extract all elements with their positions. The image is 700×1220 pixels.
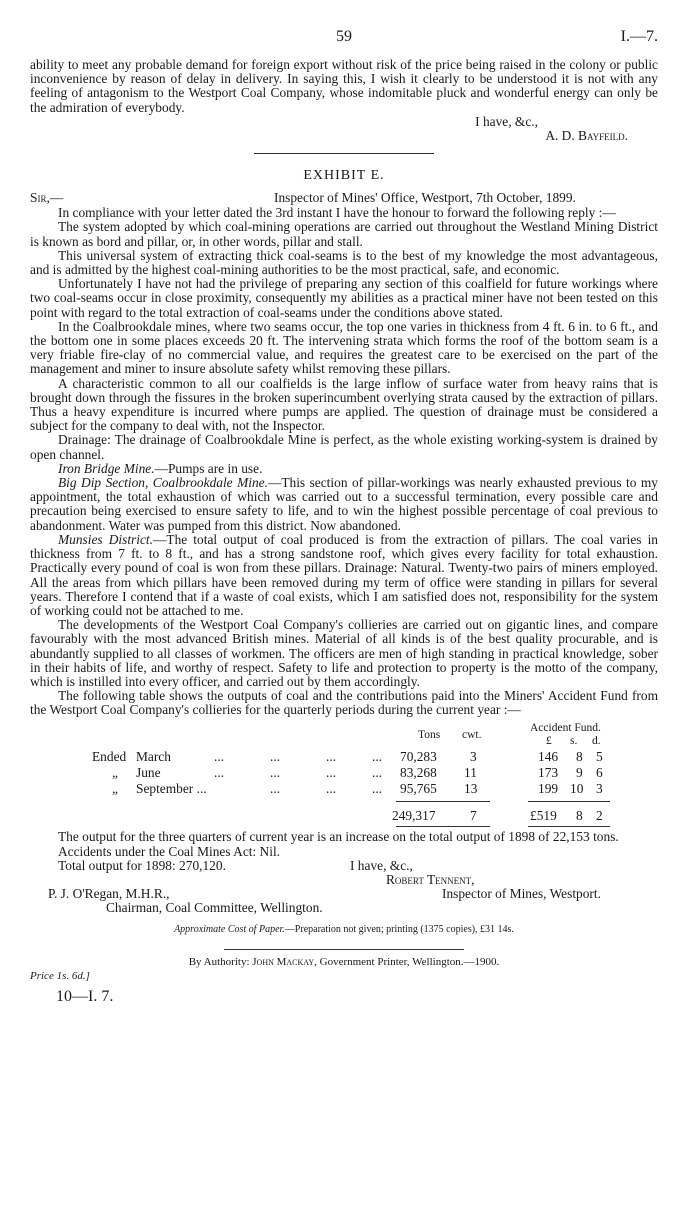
section-text: —Pumps are in use. (154, 460, 263, 476)
section-text: —The total output of coal produced is from the extraction of pillars. The coal varies in thickness from 7 ft. to 8 ft., and has a strong sandstone roof, which gives every facility for total exhaustion. Practically every pound of coal is won from these pillars. Drainage: Natural. Twenty-two pairs of miners employed. All the areas from which pillars have been removed during my term of office were standing in pillars for several years. Therefore I contend that if a waste of coal exists, which I am satisfied does not, responsibility for the system of working could not be attached to me. (30, 531, 658, 618)
printer-imprint (30, 956, 658, 968)
total-cwt: 7 (470, 807, 477, 823)
section-text: —This section of pillar-workings was nearly exhausted previous to my appointment, the total exhaustion of which was carried out to a successful termination, every possible care and precaution being exercised to ensure safety to life, and to win the highest possible percentage of coal previous to abandonment. Water was pumped from this district. Now abandoned. (30, 475, 658, 533)
row-tons: 83,268 (400, 764, 437, 780)
output-table (30, 718, 658, 830)
header-shillings: s. (570, 734, 578, 747)
leader-dots: ... (270, 748, 281, 764)
authority-post: Government Printer, Wellington.—1900. (319, 955, 500, 968)
leader-dots: ... (372, 780, 383, 796)
paragraph-increase: The output for the three quarters of current year is an increase on the total output of 1898 of 22,153 tons. (58, 828, 619, 844)
leader-dots: ... (270, 780, 281, 796)
page-header (30, 0, 658, 58)
paragraph-iron-bridge (30, 462, 658, 476)
paragraph: The following table shows the outputs of coal and the contributions paid into the Miners' Accident Fund from the Westport Coal Company's collieries for the quarterly periods during the current year :— (30, 688, 658, 718)
paragraph: The developments of the Westport Coal Company's collieries are carried out on gigantic lines, and compare favourably with the most advanced British mines. Material of all kinds is of the best quality procurable, and is abundantly supplied to all classes of workmen. The officers are men of high standing in practical knowledge, sober in their habits of life, and worthy of respect. Safety to life and protection to property is the motto of the company, which is instilled into every officer, and carried out by them accordingly. (30, 617, 658, 689)
table-row (30, 765, 658, 781)
row-prefix: „ (112, 780, 118, 796)
signer-title: Inspector of Mines, Westport. (442, 885, 601, 901)
header-accident-fund: Accident Fund. (530, 721, 601, 734)
paragraph: This universal system of extracting thick coal-seams is to the best of my knowledge the most advantageous, and is admitted by the highest coal-mining authorities to be the most practical, safe, and economic. (30, 247, 658, 278)
total-shillings: 8 (576, 807, 583, 823)
row-pence: 6 (596, 764, 603, 780)
accidents-line: Accidents under the Coal Mines Act: Nil. (58, 843, 281, 859)
row-pounds: 199 (538, 780, 559, 796)
paragraph: In the Coalbrookdale mines, where two seams occur, the top one varies in thickness from 4 ft. 6 in. to 6 ft., and the bottom one in some places exceeds 20 ft. The intervening strata which forms the roof of the bottom seam is a very friable fire-clay of no commercial value, and requires the greatest care to be exercised on the part of the management and miner to insure absolute safety whilst removing these pillars. (30, 318, 658, 377)
intro-signer: A. D. Bayfeild. (545, 128, 628, 144)
row-pence: 3 (596, 780, 603, 796)
row-pence: 5 (596, 748, 603, 764)
signer-name: Robert Tennent, (386, 871, 475, 887)
header-cwt: cwt. (462, 728, 482, 741)
cost-note (30, 924, 658, 935)
leader-dots: ... (214, 748, 225, 764)
row-cwt: 11 (464, 764, 477, 780)
letter-heading (30, 190, 658, 206)
total-underline-tons (396, 826, 490, 827)
total-pence: 2 (596, 807, 603, 823)
closing-have: I have, &c., (350, 857, 413, 873)
price-label: Price 1s. 6d.] (30, 969, 90, 982)
header-pence: d. (592, 734, 601, 747)
printer-name: John Mackay, (252, 955, 317, 968)
row-period: September ... (136, 780, 207, 796)
row-cwt: 3 (470, 748, 477, 764)
document-page (30, 0, 658, 1028)
paragraph: Unfortunately I have not had the privilege of preparing any section of this coalfield for future workings where two coal-seams occur in close proximity, consequently my abilities as a practical miner have not been tested on this point with regard to the total extraction of coal-seams under the conditions above stated. (30, 276, 658, 320)
table-total-row (30, 808, 658, 824)
total-tons: 249,317 (392, 807, 436, 823)
addressee-block (30, 886, 658, 916)
paragraph-big-dip (30, 476, 658, 533)
table-row (30, 781, 658, 797)
intro-closing: I have, &c., (475, 113, 538, 129)
leader-dots: ... (372, 764, 383, 780)
total-rule-fund (528, 801, 610, 802)
row-prefix: „ (112, 764, 118, 780)
header-pounds: £ (546, 734, 552, 747)
cost-label: Approximate Cost of Paper. (174, 923, 285, 935)
paragraph: The system adopted by which coal-mining operations are carried out throughout the Westland Mining District is known as bord and pillar, or, in other words, pillar and stall. (30, 219, 658, 249)
addressee-name: P. J. O'Regan, M.H.R., (48, 885, 170, 901)
bottom-reference: 10—I. 7. (56, 987, 114, 1005)
row-cwt: 13 (464, 780, 478, 796)
leader-dots: ... (326, 764, 337, 780)
section-heading: Munsies District. (58, 531, 153, 547)
total-rule-tons (396, 801, 490, 802)
row-period: June (136, 764, 161, 780)
paragraph: A characteristic common to all our coalfields is the large inflow of surface water from heavy rains that is brought down through the fissures in the broken superincumbent overlying strata caused by the extraction of pillars. Thus a heavy expenditure is incurred where pumps are applied. The question of drainage must be considered a subject for the company to deal with, not the Inspector. (30, 375, 658, 434)
row-tons: 95,765 (400, 780, 437, 796)
leader-dots: ... (214, 764, 225, 780)
total-output-line: Total output for 1898: 270,120. (58, 857, 226, 873)
paragraph: In compliance with your letter dated the 3rd instant I have the honour to forward the following reply :— (58, 205, 616, 221)
row-pounds: 146 (538, 748, 559, 764)
row-shillings: 10 (570, 780, 584, 796)
paragraph-munsies (30, 533, 658, 618)
intro-paragraph: ability to meet any probable demand for foreign export without risk of the price being raised in the colony or public inconvenience by reason of delay in delivery. In saying this, I wish it clearly to be understood it is not with any feeling of antagonism to the Westport Coal Company, whose indomitable pluck and wonderful energy can only be the admiration of everybody. (30, 57, 658, 115)
row-prefix: Ended (92, 748, 127, 764)
salutation: Sir,— (30, 190, 64, 206)
leader-dots: ... (270, 764, 281, 780)
row-shillings: 9 (576, 764, 583, 780)
page-bottom (30, 968, 658, 1028)
row-pounds: 173 (538, 764, 559, 780)
leader-dots: ... (326, 748, 337, 764)
page-number: 59 (336, 28, 352, 45)
document-reference: I.—7. (620, 28, 658, 45)
paragraph: Drainage: The drainage of Coalbrookdale Mine is perfect, as the whole existing working-system is drained by open channel. (30, 432, 658, 462)
leader-dots: ... (372, 748, 383, 764)
leader-dots: ... (326, 780, 337, 796)
table-row (30, 749, 658, 765)
row-period: March (136, 748, 171, 764)
section-heading: Big Dip Section, Coalbrookdale Mine. (58, 475, 268, 491)
office-date-line: Inspector of Mines' Office, Westport, 7th October, 1899. (274, 190, 576, 206)
section-divider (254, 153, 434, 154)
row-shillings: 8 (576, 748, 583, 764)
total-underline-fund (528, 826, 610, 827)
section-heading: Iron Bridge Mine. (58, 460, 155, 476)
row-tons: 70,283 (400, 748, 437, 764)
header-tons: Tons (418, 728, 441, 741)
cost-text: —Preparation not given; printing (1375 copies), £31 14s. (284, 923, 514, 935)
exhibit-title: EXHIBIT E. (303, 168, 385, 184)
footer-divider (224, 949, 464, 950)
total-pounds: £519 (530, 807, 557, 823)
authority-pre: By Authority: (188, 955, 250, 968)
addressee-title: Chairman, Coal Committee, Wellington. (106, 899, 323, 915)
